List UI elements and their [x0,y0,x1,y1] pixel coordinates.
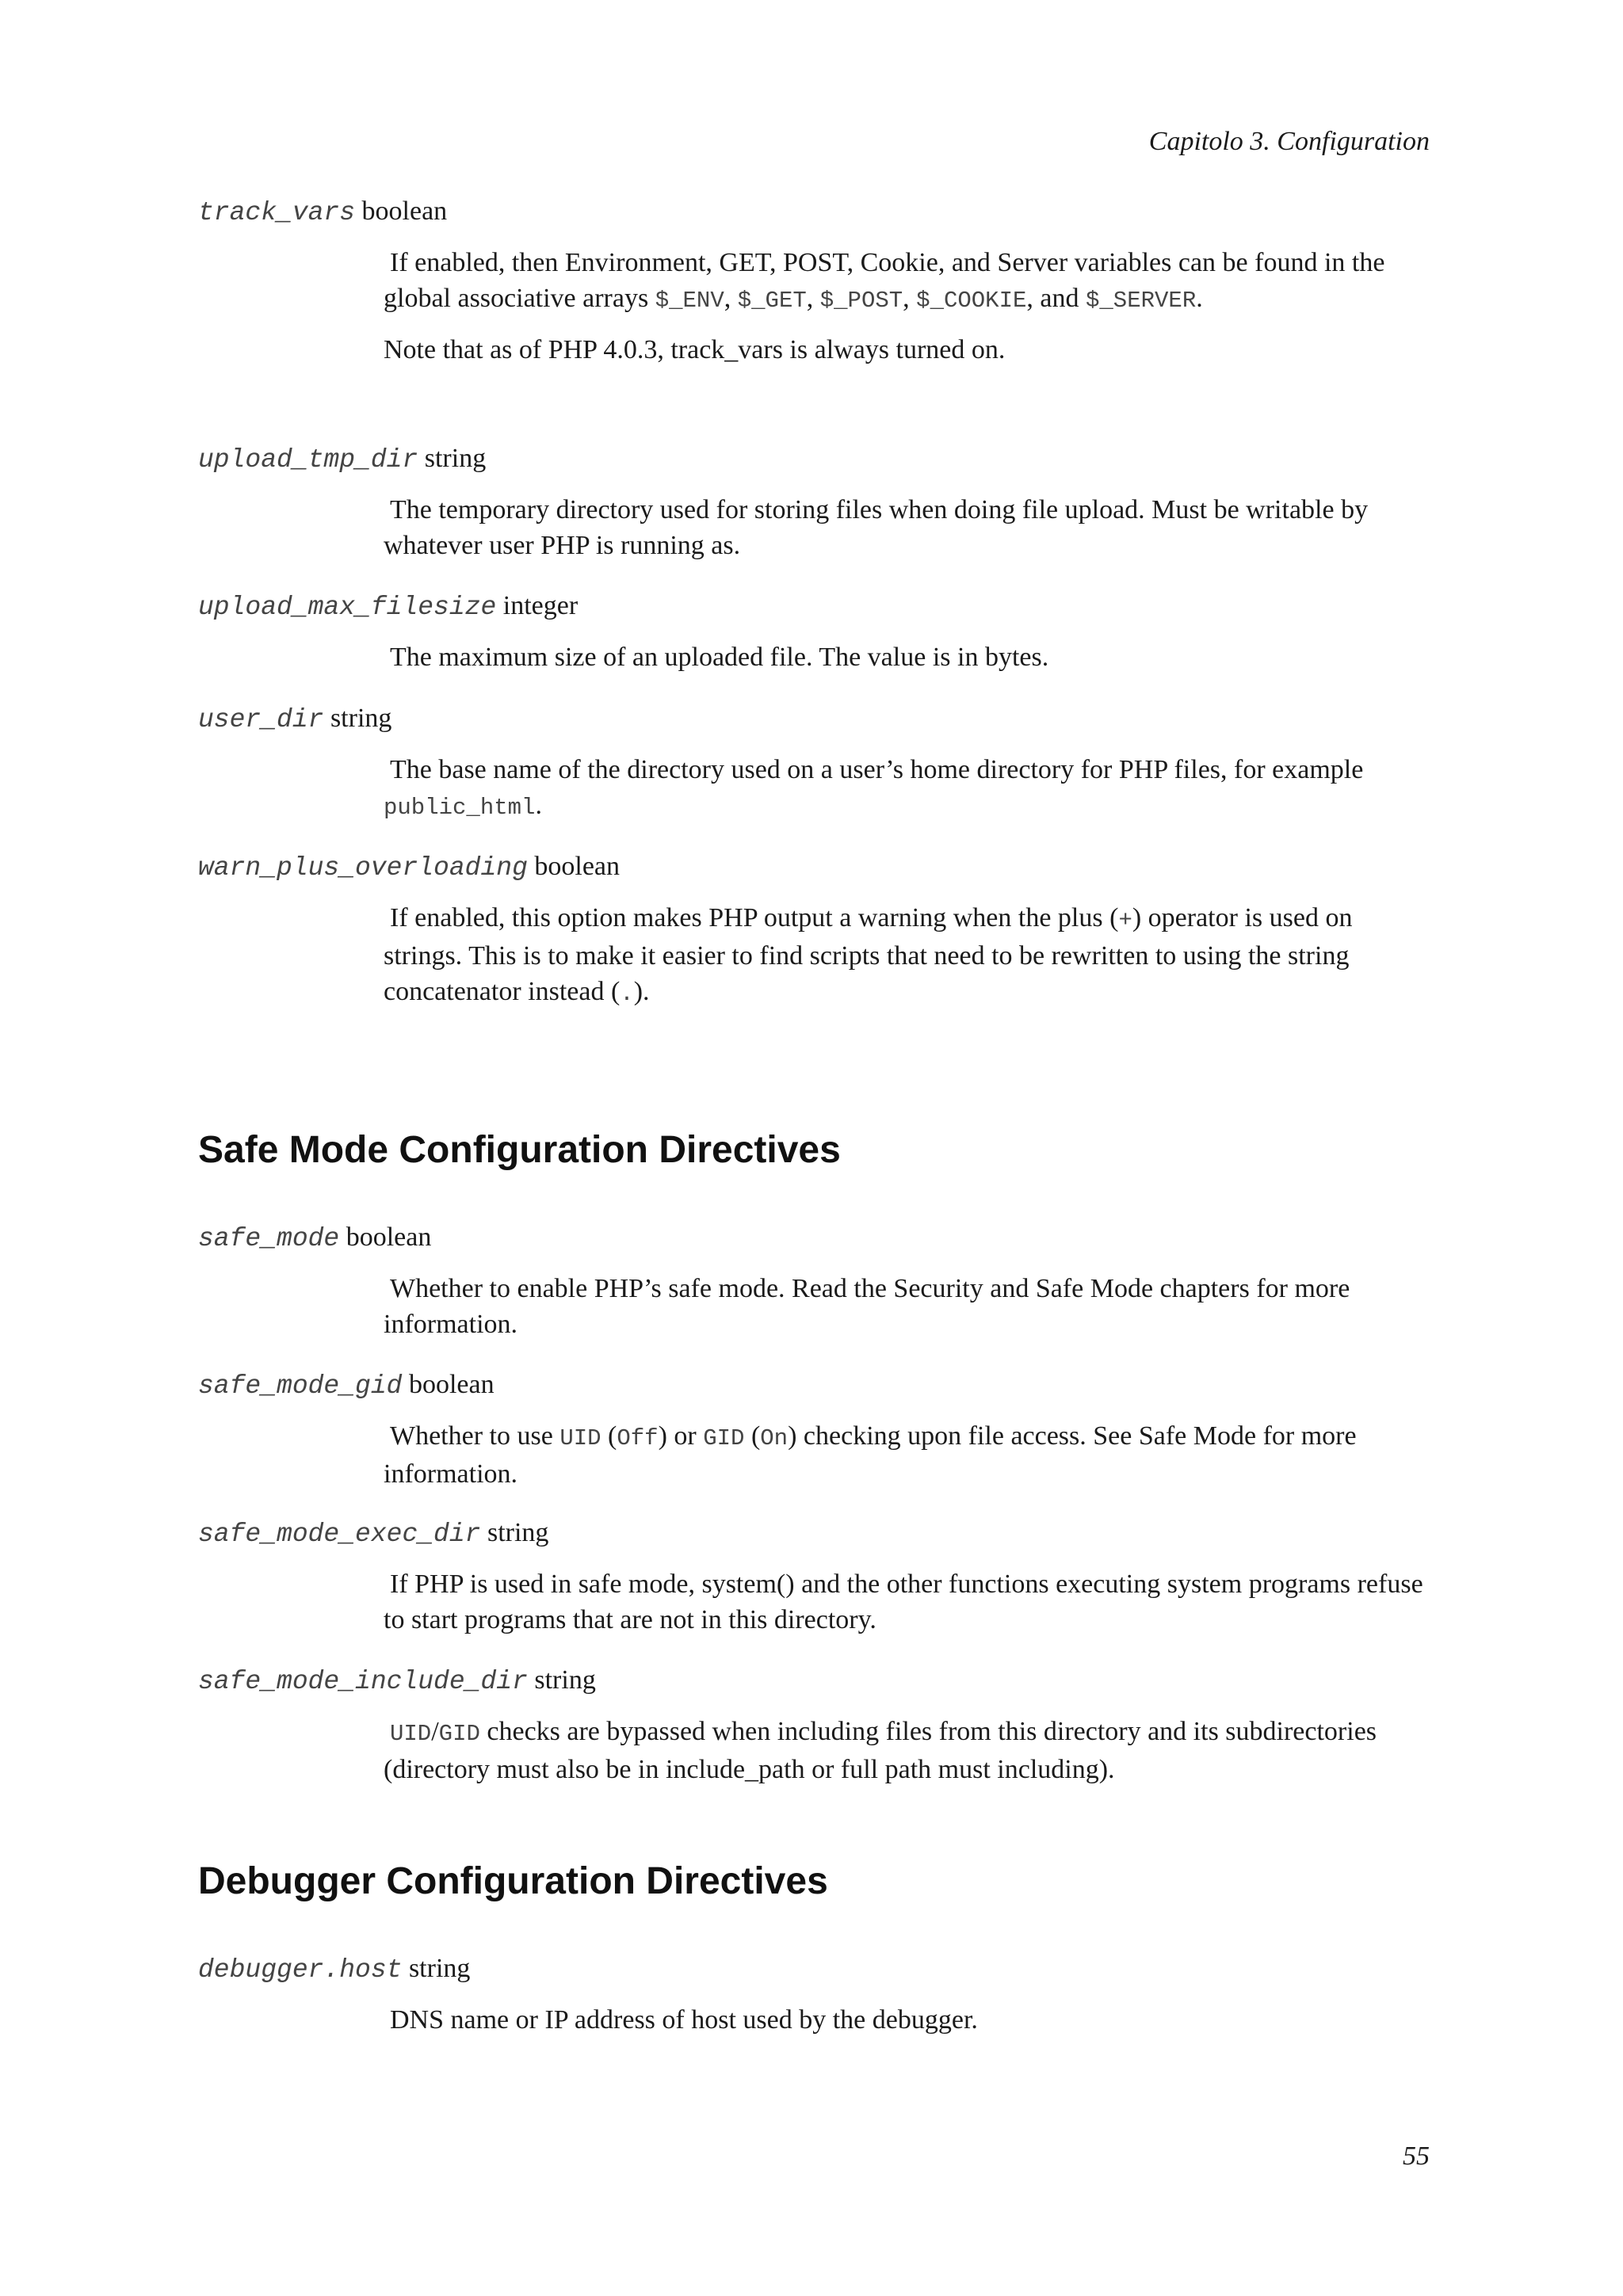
directive-name: upload_max_filesize [198,593,497,622]
desc-paragraph: Whether to enable PHP’s safe mode. Read the Security and Safe Mode chapters for more information. [384,1274,1350,1339]
desc-debugger-host [384,2002,1430,2051]
desc-safe-mode [384,1271,1430,1356]
directive-type: string [408,1954,471,1983]
directive-name: safe_mode_exec_dir [198,1520,481,1549]
term-safe-mode [198,1222,431,1253]
term-upload-tmp-dir [198,444,486,475]
desc-track-vars [384,245,1430,381]
term-safe-mode-include-dir [198,1665,596,1696]
directive-name: safe_mode_gid [198,1371,403,1401]
directive-name: safe_mode_include_dir [198,1667,528,1696]
directive-name: safe_mode [198,1224,340,1253]
term-user-dir [198,704,391,734]
directive-name: debugger.host [198,1955,403,1985]
term-safe-mode-exec-dir [198,1518,548,1549]
directive-name: upload_tmp_dir [198,445,418,475]
section-heading-safe-mode: Safe Mode Configuration Directives [198,1129,841,1171]
desc-user-dir [384,752,1430,839]
desc-safe-mode-exec-dir [384,1566,1430,1651]
directive-type: string [534,1665,596,1695]
desc-paragraph: The maximum size of an uploaded file. The value is in bytes. [390,643,1049,672]
term-track-vars [198,196,447,227]
desc-upload-max-filesize [384,639,1430,688]
desc-warn-plus-overloading [384,900,1430,1025]
directive-name: warn_plus_overloading [198,853,528,883]
desc-paragraph: If enabled, this option makes PHP output a warning when the plus (+) operator is used on strings. This is to make it easier to find scripts that need to be rewritten to using the string concatenator instead (.). [384,903,1353,1007]
directive-name: track_vars [198,198,356,227]
directive-type: string [330,704,392,733]
desc-upload-tmp-dir [384,492,1430,577]
directive-type: boolean [361,196,448,226]
desc-paragraph: Note that as of PHP 4.0.3, track_vars is always turned on. [384,335,1006,364]
directive-type: string [487,1518,549,1547]
term-upload-max-filesize [198,591,578,622]
term-safe-mode-gid [198,1370,495,1401]
directive-name: user_dir [198,705,324,734]
desc-safe-mode-include-dir [384,1714,1430,1801]
desc-safe-mode-gid [384,1418,1430,1505]
term-warn-plus-overloading [198,852,620,883]
directive-type: boolean [408,1370,495,1399]
directive-type: boolean [534,852,621,881]
desc-paragraph: UID/GID checks are bypassed when including files from this directory and its subdirectories (directory must also be in include_path or full path must including). [384,1717,1377,1784]
desc-paragraph: DNS name or IP address of host used by the debugger. [390,2005,978,2035]
desc-paragraph: Whether to use UID (Off) or GID (On) checking upon file access. See Safe Mode for more information. [384,1421,1357,1489]
desc-paragraph: If enabled, then Environment, GET, POST, Cookie, and Server variables can be found in the global associative arrays $_ENV, $_GET, $_POST, $_COOKIE, and $_SERVER. [384,248,1385,314]
section-heading-debugger: Debugger Configuration Directives [198,1860,828,1902]
running-header: Capitolo 3. Configuration [1148,127,1430,156]
directive-type: integer [502,591,579,620]
desc-paragraph: The base name of the directory used on a user’s home directory for PHP files, for example public_html. [384,755,1364,821]
desc-paragraph: The temporary directory used for storing files when doing file upload. Must be writable by whatever user PHP is running as. [384,495,1369,560]
term-debugger-host [198,1954,470,1985]
page-number: 55 [1403,2142,1430,2171]
desc-paragraph: If PHP is used in safe mode, system() and the other functions executing system programs refuse to start programs that are not in this directory. [384,1569,1423,1634]
directive-type: string [424,444,487,473]
directive-type: boolean [346,1222,432,1252]
